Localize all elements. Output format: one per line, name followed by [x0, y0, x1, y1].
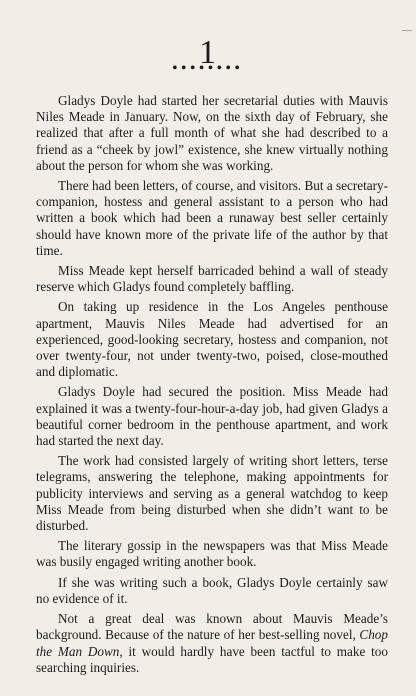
paragraph-9-start: Not a great deal was known about Mauvis Meade’s background. Because of the nature of her best-selling novel, — [36, 611, 388, 643]
chapter-body — [36, 93, 388, 680]
paragraph-2: There had been letters, of course, and visitors. But a secretary-companion, hostess and general assistant to a person who had written a book which had been a runaway best seller certainly should have known more of the private life of the author by that time. — [36, 178, 388, 258]
paragraph-7: The literary gossip in the newspapers was that Miss Meade was busily engaged writing another book. — [36, 538, 388, 570]
chapter-ornament: •••••••• — [172, 61, 244, 76]
paragraph-6: The work had consisted largely of writing short letters, terse telegrams, answering the telephone, making appointments for publicity interviews and serving as a general watchdog to keep Miss Meade from being disturbed when she didn’t want to be disturbed. — [36, 453, 388, 534]
paragraph-8: If she was writing such a book, Gladys Doyle certainly saw no evidence of it. — [36, 574, 388, 606]
chapter-number: 1 — [199, 34, 217, 71]
paragraph-5: Gladys Doyle had secured the position. Miss Meade had explained it was a twenty-four-hour-a-day job, had given Gladys a beautiful corner bedroom in the penthouse apartment, and work had started the next day. — [36, 384, 388, 449]
paragraph-9 — [36, 611, 388, 676]
paragraph-9-end: , it would hardly have been tactful to make too searching inquiries. — [36, 643, 388, 675]
paragraph-1: Gladys Doyle had started her secretarial duties with Mauvis Niles Meade in January. Now, on the sixth day of February, she realized that after a full month of what she had described to a friend as a “cheek by jowl” existence, she knew virtually nothing about the person for whom she was working. — [36, 93, 388, 173]
book-title: Chop the Man Down — [36, 627, 388, 659]
paragraph-3: Miss Meade kept herself barricaded behind a wall of steady reserve which Gladys found completely baffling. — [36, 263, 388, 295]
page-bottom-margin — [0, 680, 416, 696]
paragraph-4: On taking up residence in the Los Angeles penthouse apartment, Mauvis Niles Meade had advertised for an experienced, good-looking secretary, hostess and companion, not over twenty-four, not under twenty-two, poised, close-mouthed and diplomatic. — [36, 299, 388, 380]
